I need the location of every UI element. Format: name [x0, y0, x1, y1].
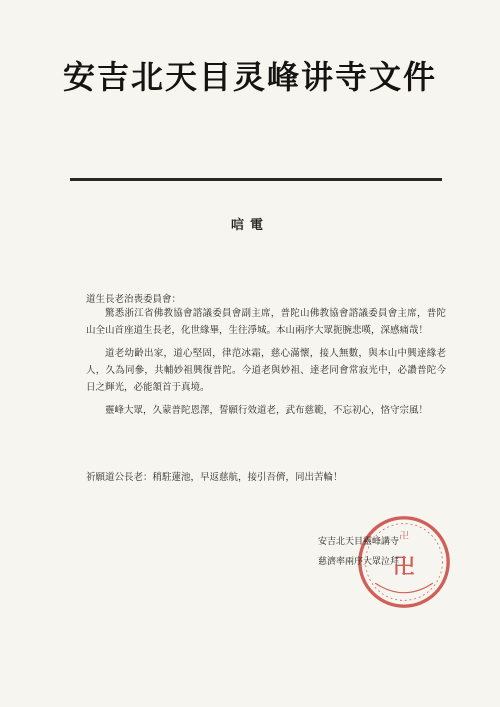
signature-line-temple: 安吉北天目靈峰講寺	[318, 537, 400, 547]
svg-text:卍: 卍	[399, 530, 409, 542]
letterhead-rule	[70, 178, 442, 181]
body-paragraph: 靈峰大眾，久蒙普陀恩澤，誓願行效道老，武布慈範，不忘初心，恪守宗風！	[105, 405, 429, 416]
letterhead-title: 安吉北天目灵峰讲寺文件	[62, 58, 437, 96]
document-title: 唁電	[230, 218, 269, 233]
closing-blessing: 祈願道公長老：稍駐蓮池，早返慈航，接引吾儕，同出苦輪！	[86, 472, 343, 483]
body-paragraph: 驚悉浙江省佛教協會諮議委員會副主席，普陀山佛教協會諮議委員會主席，普陀山全山首座道生長老，化世緣畢，生往淨城。本山兩序大眾扼腕悲嘆，深感痛哉！	[86, 308, 446, 336]
document-body	[86, 305, 446, 419]
signature-line-abbot: 慈濟率兩序大眾泣拜	[318, 557, 400, 567]
salutation: 道生長老治喪委員會：	[86, 294, 182, 305]
signature-block	[318, 532, 468, 572]
svg-text:卍: 卍	[393, 553, 415, 579]
body-paragraph: 道老幼齡出家，道心堅固，律范冰霜，慈心滿懷，接人無數，與本山中興達緣老人，久為同參，共輔妙祖興復普陀。今道老與妙祖、達老同會常寂光中，必讚普陀今日之輝光，必能頷首于真境。	[86, 348, 446, 393]
